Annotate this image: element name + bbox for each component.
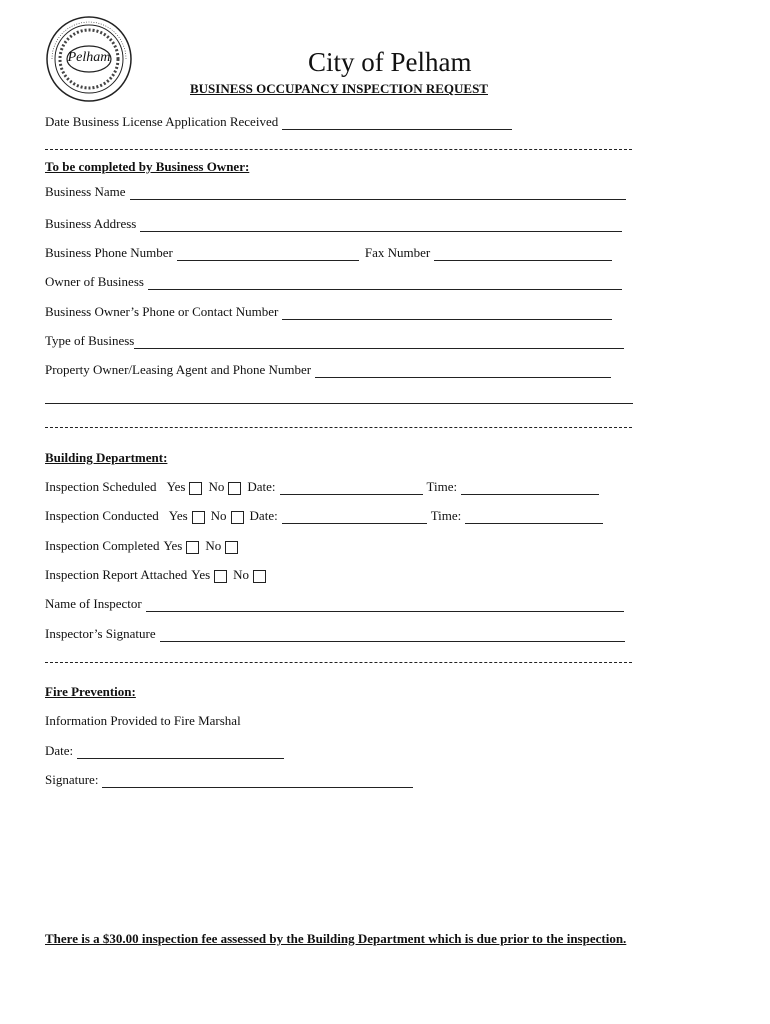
- type-of-business-label: Type of Business: [45, 333, 135, 348]
- fax-number-field[interactable]: [434, 249, 612, 261]
- business-name-label: Business Name: [45, 184, 126, 199]
- no-label: No: [205, 538, 222, 553]
- building-section-heading: Building Department:: [45, 450, 168, 465]
- inspection-completed-label: Inspection Completed: [45, 538, 160, 553]
- date-label: Date:: [247, 479, 276, 494]
- time-label: Time:: [430, 508, 462, 523]
- owner-label: Owner of Business: [45, 274, 144, 289]
- business-address-field[interactable]: [140, 220, 622, 232]
- fire-info-label: Information Provided to Fire Marshal: [45, 713, 241, 728]
- date-received-label: Date Business License Application Received: [45, 114, 279, 129]
- city-seal-logo: [44, 14, 134, 104]
- inspection-scheduled-label: Inspection Scheduled: [45, 479, 157, 494]
- fire-date-label: Date:: [45, 743, 74, 758]
- owner-row: [45, 274, 622, 290]
- report-attached-row: [45, 567, 272, 583]
- inspector-signature-row: [45, 626, 625, 642]
- report-attached-yes-checkbox[interactable]: [214, 570, 227, 583]
- section-divider: [45, 427, 632, 428]
- date-received-field[interactable]: [282, 118, 512, 130]
- yes-label: Yes: [168, 508, 188, 523]
- fire-section-heading: Fire Prevention:: [45, 684, 136, 699]
- no-label: No: [210, 508, 227, 523]
- property-owner-row: [45, 362, 611, 378]
- inspection-completed-no-checkbox[interactable]: [225, 541, 238, 554]
- form-subtitle: BUSINESS OCCUPANCY INSPECTION REQUEST: [190, 81, 488, 96]
- fire-signature-label: Signature:: [45, 772, 99, 787]
- fire-signature-field[interactable]: [102, 776, 413, 788]
- inspection-conducted-row: [45, 508, 603, 524]
- date-received-row: [45, 114, 512, 130]
- inspection-scheduled-yes-checkbox[interactable]: [189, 482, 202, 495]
- fire-date-field[interactable]: [77, 747, 284, 759]
- inspection-scheduled-no-checkbox[interactable]: [228, 482, 241, 495]
- inspection-conducted-time-field[interactable]: [465, 512, 603, 524]
- business-address-row: [45, 216, 622, 232]
- yes-label: Yes: [191, 567, 211, 582]
- owner-phone-row: [45, 304, 612, 320]
- yes-label: Yes: [163, 538, 183, 553]
- property-owner-field[interactable]: [315, 366, 611, 378]
- inspection-scheduled-row: [45, 479, 599, 495]
- business-name-field[interactable]: [130, 188, 626, 200]
- inspection-conducted-yes-checkbox[interactable]: [192, 511, 205, 524]
- type-of-business-field[interactable]: [134, 337, 624, 349]
- inspection-completed-yes-checkbox[interactable]: [186, 541, 199, 554]
- inspection-scheduled-time-field[interactable]: [461, 483, 599, 495]
- property-owner-field-continued[interactable]: [45, 403, 633, 404]
- owner-phone-field[interactable]: [282, 308, 612, 320]
- fire-signature-row: [45, 772, 413, 788]
- inspector-signature-label: Inspector’s Signature: [45, 626, 156, 641]
- inspection-completed-row: [45, 538, 244, 554]
- inspection-scheduled-date-field[interactable]: [280, 483, 423, 495]
- fee-notice: There is a $30.00 inspection fee assessed by the Building Department which is due prior to the inspection.: [45, 931, 627, 946]
- no-label: No: [208, 479, 225, 494]
- business-phone-field[interactable]: [177, 249, 359, 261]
- date-label: Date:: [249, 508, 278, 523]
- inspection-conducted-no-checkbox[interactable]: [231, 511, 244, 524]
- business-phone-label: Business Phone Number: [45, 245, 173, 260]
- page-title: City of Pelham: [308, 47, 472, 77]
- yes-label: Yes: [166, 479, 186, 494]
- fax-number-label: Fax Number: [364, 245, 431, 260]
- business-phone-row: [45, 245, 612, 261]
- type-of-business-row: [45, 333, 624, 349]
- fire-info-row: [45, 713, 241, 729]
- no-label: No: [233, 567, 250, 582]
- inspector-name-label: Name of Inspector: [45, 596, 142, 611]
- owner-field[interactable]: [148, 278, 622, 290]
- inspection-conducted-date-field[interactable]: [282, 512, 427, 524]
- time-label: Time:: [426, 479, 458, 494]
- section-divider: [45, 662, 632, 663]
- inspector-signature-field[interactable]: [160, 630, 625, 642]
- report-attached-no-checkbox[interactable]: [253, 570, 266, 583]
- section-divider: [45, 149, 632, 150]
- logo-text: Pelham: [67, 50, 111, 65]
- inspector-name-row: [45, 596, 624, 612]
- property-owner-label: Property Owner/Leasing Agent and Phone Number: [45, 362, 312, 377]
- owner-phone-label: Business Owner’s Phone or Contact Number: [45, 304, 279, 319]
- owner-section-heading: To be completed by Business Owner:: [45, 159, 250, 174]
- inspector-name-field[interactable]: [146, 600, 624, 612]
- inspection-conducted-label: Inspection Conducted: [45, 508, 159, 523]
- business-name-row: [45, 184, 626, 200]
- business-address-label: Business Address: [45, 216, 137, 231]
- report-attached-label: Inspection Report Attached: [45, 567, 188, 582]
- fire-date-row: [45, 743, 284, 759]
